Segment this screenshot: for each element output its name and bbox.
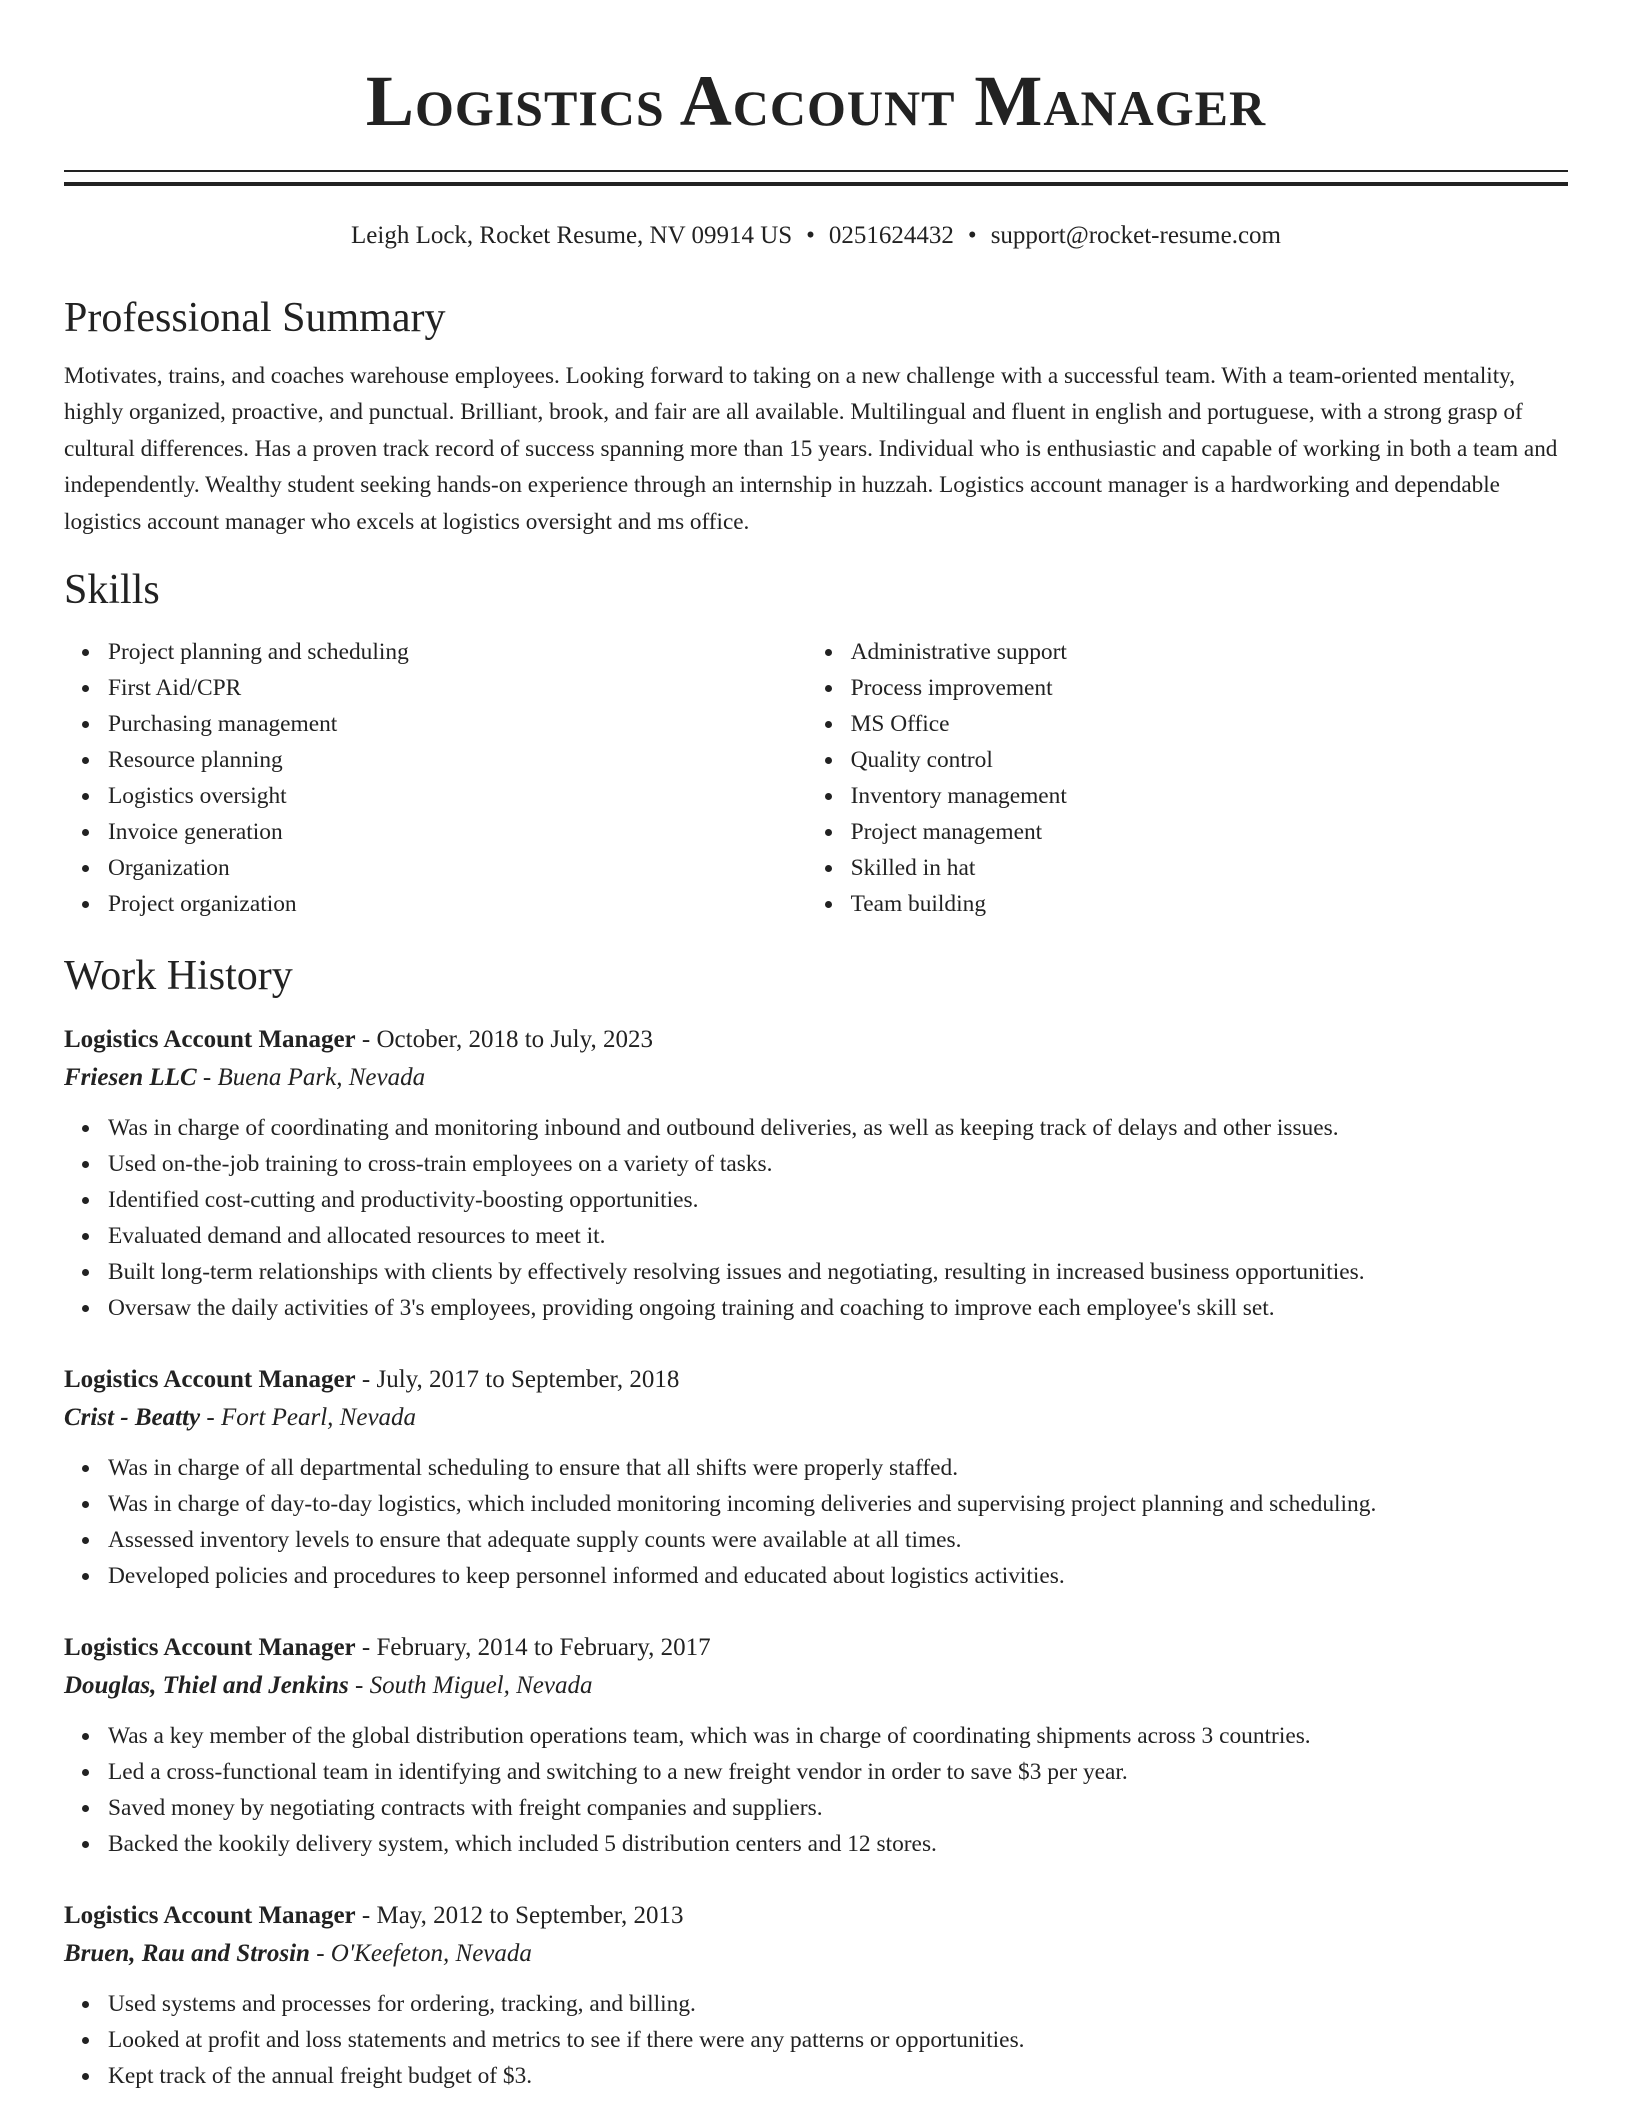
skill-item: Inventory management	[851, 778, 1568, 814]
job-duties	[64, 1450, 1568, 1594]
job-dash: -	[361, 1902, 371, 1930]
job-employer	[64, 1398, 1568, 1438]
skill-item: Purchasing management	[108, 706, 807, 742]
job-duties	[64, 1986, 1568, 2094]
job-entry	[64, 1630, 1568, 1862]
job-dates: July, 2017 to September, 2018	[376, 1366, 680, 1394]
job-dash: -	[361, 1366, 371, 1394]
job-entry	[64, 1022, 1568, 1326]
resume-page	[64, 0, 1568, 2094]
job-dash: -	[206, 1404, 215, 1432]
job-employer	[64, 1058, 1568, 1098]
contact-separator: •	[806, 222, 815, 249]
skill-item: Process improvement	[851, 670, 1568, 706]
job-company: Douglas, Thiel and Jenkins	[64, 1672, 349, 1700]
resume-title: Logistics Account Manager	[365, 61, 1267, 141]
contact-separator: •	[967, 222, 977, 249]
job-dash: -	[202, 1064, 212, 1092]
job-duty: Evaluated demand and allocated resources to meet it.	[108, 1218, 1568, 1254]
job-duty: Developed policies and procedures to keep personnel informed and educated about logistics activities.	[108, 1558, 1568, 1594]
job-title: Logistics Account Manager	[64, 1902, 356, 1930]
job-duty: Looked at profit and loss statements and metrics to see if there were any patterns or opportunities.	[108, 2022, 1568, 2058]
contact-phone: 0251624432	[828, 222, 954, 249]
summary-heading: Professional Summary	[64, 295, 446, 341]
job-company: Bruen, Rau and Strosin	[64, 1940, 310, 1968]
skills-heading: Skills	[64, 567, 160, 614]
skill-item: Project organization	[108, 886, 807, 922]
job-dash: -	[361, 1026, 371, 1054]
skill-item: Quality control	[851, 742, 1568, 778]
job-company: Friesen LLC	[64, 1064, 197, 1092]
job-duty: Led a cross-functional team in identifying and switching to a new freight vendor in order to save $3 per year.	[108, 1754, 1568, 1790]
skill-item: Administrative support	[851, 634, 1568, 670]
job-duty: Assessed inventory levels to ensure that adequate supply counts were available at all times.	[108, 1522, 1568, 1558]
job-duty: Oversaw the daily activities of 3's employees, providing ongoing training and coaching to improve each employee's skill set.	[108, 1290, 1568, 1326]
job-employer	[64, 1666, 1568, 1706]
job-duty: Identified cost-cutting and productivity-boosting opportunities.	[108, 1182, 1568, 1218]
job-employer	[64, 1934, 1568, 1974]
job-duty: Was in charge of coordinating and monitoring inbound and outbound deliveries, as well as keeping track of delays and other issues.	[108, 1110, 1568, 1146]
job-dash: -	[355, 1672, 364, 1700]
job-dates: October, 2018 to July, 2023	[376, 1026, 653, 1054]
job-header	[64, 1898, 1568, 1934]
job-header	[64, 1022, 1568, 1058]
skill-item: Skilled in hat	[851, 850, 1568, 886]
job-duty: Saved money by negotiating contracts with freight companies and suppliers.	[108, 1790, 1568, 1826]
job-duty: Was a key member of the global distribution operations team, which was in charge of coordinating shipments across 3 countries.	[108, 1718, 1568, 1754]
job-location: Fort Pearl, Nevada	[220, 1404, 417, 1432]
skills-list	[64, 634, 1568, 922]
job-dates: February, 2014 to February, 2017	[376, 1634, 711, 1662]
job-header	[64, 1362, 1568, 1398]
skill-item: MS Office	[851, 706, 1568, 742]
skill-item: Logistics oversight	[108, 778, 807, 814]
skill-item: Project planning and scheduling	[108, 634, 807, 670]
job-company: Crist - Beatty	[64, 1404, 201, 1432]
job-dash: -	[361, 1634, 371, 1662]
skills-column-left	[64, 634, 807, 922]
job-duties	[64, 1110, 1568, 1326]
skill-item: Invoice generation	[108, 814, 807, 850]
work-history-heading: Work History	[64, 953, 293, 1000]
contact-line	[64, 220, 1568, 252]
job-duty: Used on-the-job training to cross-train employees on a variety of tasks.	[108, 1146, 1568, 1182]
job-duty: Backed the kookily delivery system, which included 5 distribution centers and 12 stores.	[108, 1826, 1568, 1862]
job-duty: Built long-term relationships with clients by effectively resolving issues and negotiating, resulting in increased business opportunities.	[108, 1254, 1568, 1290]
skill-item: Team building	[851, 886, 1568, 922]
job-entry	[64, 1898, 1568, 2094]
job-duty: Kept track of the annual freight budget of $3.	[108, 2058, 1568, 2094]
job-duty: Used systems and processes for ordering, tracking, and billing.	[108, 1986, 1568, 2022]
skill-item: Resource planning	[108, 742, 807, 778]
job-header	[64, 1630, 1568, 1666]
job-location: O'Keefeton, Nevada	[330, 1940, 532, 1968]
job-title: Logistics Account Manager	[64, 1366, 356, 1394]
job-duty: Was in charge of all departmental scheduling to ensure that all shifts were properly staffed.	[108, 1450, 1568, 1486]
contact-email: support@rocket-resume.com	[990, 222, 1281, 249]
skills-column-right	[807, 634, 1568, 922]
job-entry	[64, 1362, 1568, 1594]
job-duty: Was in charge of day-to-day logistics, which included monitoring incoming deliveries and supervising project planning and scheduling.	[108, 1486, 1568, 1522]
skill-item: Project management	[851, 814, 1568, 850]
job-location: South Miguel, Nevada	[369, 1672, 593, 1700]
job-duties	[64, 1718, 1568, 1862]
job-title: Logistics Account Manager	[64, 1634, 356, 1662]
job-dates: May, 2012 to September, 2013	[376, 1902, 684, 1930]
job-title: Logistics Account Manager	[64, 1026, 356, 1054]
skill-item: Organization	[108, 850, 807, 886]
contact-address: Leigh Lock, Rocket Resume, NV 09914 US	[351, 222, 793, 249]
title-divider	[64, 170, 1568, 186]
job-location: Buena Park, Nevada	[217, 1064, 426, 1092]
skill-item: First Aid/CPR	[108, 670, 807, 706]
summary-text: Motivates, trains, and coaches warehouse employees. Looking forward to taking on a new challenge with a successful team. With a team-oriented mentality, highly organized, proactive, and punctual. Brilliant, brook, and fair are all available. Multilingual and fluent in english and portuguese, with a strong grasp of cultural differences. Has a proven track record of success spanning more than 15 years. Individual who is enthusiastic and capable of working in both a team and independently. Wealthy student seeking hands-on experience through an internship in huzzah. Logistics account manager is a hardworking and dependable logistics account manager who excels at logistics oversight and ms office.	[64, 363, 1558, 535]
job-dash: -	[316, 1940, 325, 1968]
